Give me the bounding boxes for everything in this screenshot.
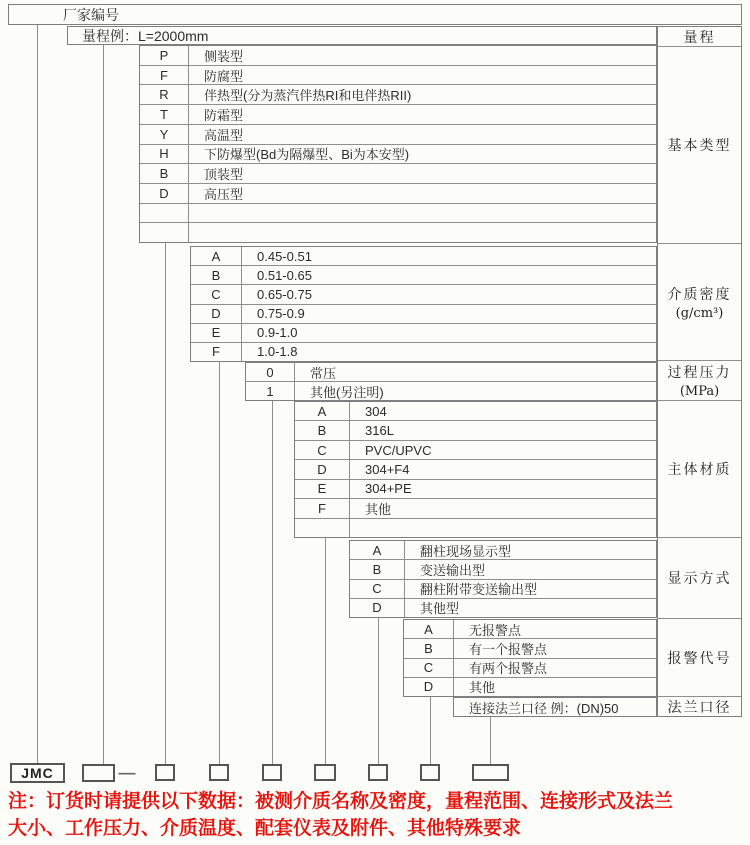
option-row bbox=[295, 402, 656, 420]
option-row bbox=[350, 541, 656, 559]
connector-line-range bbox=[103, 45, 104, 764]
option-row bbox=[140, 144, 656, 164]
connector-line-material bbox=[325, 538, 326, 764]
order-note-line1: 注：订货时请提供以下数据：被测介质名称及密度，量程范围、连接形式及法兰 bbox=[8, 791, 674, 812]
option-code: B bbox=[404, 639, 454, 657]
side-label-column bbox=[657, 26, 742, 717]
basic-type-table bbox=[139, 45, 657, 243]
display-table bbox=[349, 540, 657, 618]
option-desc: 顶装型 bbox=[204, 167, 244, 183]
option-desc: 翻柱附带变送输出型 bbox=[420, 582, 538, 598]
option-code: A bbox=[404, 620, 454, 638]
option-desc bbox=[189, 223, 656, 242]
connector-line-density bbox=[219, 362, 220, 764]
code-box-material bbox=[314, 764, 336, 781]
option-desc: 其他型 bbox=[420, 601, 460, 617]
option-desc: 其他(另注明) bbox=[310, 384, 384, 400]
option-code: A bbox=[350, 541, 405, 559]
option-desc: 无报警点 bbox=[469, 622, 522, 638]
code-box-density bbox=[209, 764, 229, 781]
option-code: E bbox=[191, 324, 242, 342]
option-code: F bbox=[191, 343, 242, 361]
option-code: D bbox=[295, 460, 350, 478]
option-code bbox=[295, 519, 350, 537]
option-desc: 304+F4 bbox=[365, 461, 410, 477]
flange-row bbox=[453, 697, 657, 717]
order-note-line2: 大小、工作压力、介质温度、配套仪表及附件、其他特殊要求 bbox=[8, 818, 522, 839]
option-desc: 下防爆型(Bd为隔爆型、Bi为本安型) bbox=[204, 147, 410, 163]
option-desc: 316L bbox=[365, 423, 394, 439]
order-note bbox=[8, 788, 748, 842]
option-row bbox=[191, 304, 656, 323]
option-code: D bbox=[404, 678, 454, 696]
option-code: E bbox=[295, 480, 350, 498]
option-code: C bbox=[295, 441, 350, 459]
side-label-material: 主体材质 bbox=[658, 400, 741, 538]
option-code: D bbox=[191, 305, 242, 323]
range-example-label: 量程例：L=2000mm bbox=[82, 27, 209, 44]
option-code: A bbox=[191, 247, 242, 265]
connector-line-alarm bbox=[430, 697, 431, 764]
option-desc: 0.45-0.51 bbox=[257, 248, 312, 264]
option-row bbox=[191, 284, 656, 303]
option-desc: 有一个报警点 bbox=[469, 641, 548, 657]
option-row bbox=[246, 363, 656, 381]
option-desc: 变送输出型 bbox=[420, 562, 486, 578]
option-desc: 防霜型 bbox=[204, 107, 244, 123]
option-desc bbox=[189, 204, 656, 223]
option-row bbox=[140, 46, 656, 65]
option-code bbox=[140, 223, 189, 242]
alarm-table bbox=[403, 619, 657, 697]
option-row bbox=[140, 163, 656, 183]
option-desc bbox=[350, 519, 656, 537]
option-row bbox=[246, 381, 656, 400]
option-row bbox=[295, 479, 656, 498]
option-code: C bbox=[191, 285, 242, 303]
option-row bbox=[140, 104, 656, 124]
connector-line-display bbox=[378, 618, 379, 764]
manufacturer-row bbox=[8, 4, 742, 25]
option-desc: 伴热型(分为蒸汽伴热RI和电伴热RII) bbox=[204, 88, 412, 104]
option-code: T bbox=[140, 105, 189, 124]
option-row bbox=[191, 265, 656, 284]
option-code: P bbox=[140, 46, 189, 65]
option-code: C bbox=[350, 580, 405, 598]
option-code: D bbox=[140, 184, 189, 203]
option-row bbox=[140, 65, 656, 85]
option-row bbox=[295, 498, 656, 517]
option-desc: 304 bbox=[365, 403, 387, 419]
option-code: 1 bbox=[246, 382, 295, 400]
option-row bbox=[404, 620, 656, 638]
code-separator-dash: — bbox=[118, 763, 136, 782]
option-code: D bbox=[350, 599, 405, 617]
side-label-density: 介质密度 (g/cm³) bbox=[658, 243, 741, 360]
option-code: F bbox=[140, 66, 189, 85]
option-row bbox=[350, 598, 656, 617]
code-box-flange bbox=[472, 764, 509, 781]
side-label-basic-type: 基本类型 bbox=[658, 46, 741, 243]
option-row bbox=[350, 579, 656, 598]
option-row bbox=[191, 342, 656, 361]
option-code: B bbox=[350, 560, 405, 578]
option-code: B bbox=[295, 421, 350, 439]
option-desc: 0.75-0.9 bbox=[257, 306, 305, 322]
side-label-display: 显示方式 bbox=[658, 537, 741, 618]
option-row bbox=[350, 559, 656, 578]
side-label-pressure: 过程压力 (MPa) bbox=[658, 360, 741, 400]
option-row bbox=[191, 247, 656, 265]
option-desc: 有两个报警点 bbox=[469, 661, 548, 677]
code-box-display bbox=[368, 764, 388, 781]
option-row bbox=[404, 638, 656, 657]
option-desc: 0.65-0.75 bbox=[257, 286, 312, 302]
option-desc: 0.51-0.65 bbox=[257, 267, 312, 283]
option-row bbox=[140, 203, 656, 223]
option-row bbox=[140, 222, 656, 242]
option-row bbox=[295, 420, 656, 439]
option-desc: 常压 bbox=[310, 365, 337, 381]
option-desc: 其他 bbox=[469, 680, 496, 696]
manufacturer-label: 厂家编号 bbox=[63, 6, 119, 23]
code-box-pressure bbox=[262, 764, 282, 781]
side-label-alarm: 报警代号 bbox=[658, 618, 741, 696]
option-code: R bbox=[140, 85, 189, 104]
code-box-range bbox=[82, 764, 115, 782]
option-desc: 1.0-1.8 bbox=[257, 344, 298, 360]
option-code: B bbox=[191, 266, 242, 284]
option-row bbox=[191, 323, 656, 342]
option-code: F bbox=[295, 499, 350, 517]
connector-line-basic-type bbox=[165, 243, 166, 764]
option-code: 0 bbox=[246, 363, 295, 381]
option-code: H bbox=[140, 145, 189, 164]
option-desc: 0.9-1.0 bbox=[257, 325, 298, 341]
option-desc: 高温型 bbox=[204, 127, 244, 143]
code-box-basic-type bbox=[155, 764, 175, 781]
density-table bbox=[190, 246, 657, 362]
option-desc: PVC/UPVC bbox=[365, 442, 432, 458]
option-code: A bbox=[295, 402, 350, 420]
option-desc: 304+PE bbox=[365, 481, 412, 497]
option-desc: 其他 bbox=[365, 501, 392, 517]
side-label-flange: 法兰口径 bbox=[658, 696, 741, 716]
option-row bbox=[295, 459, 656, 478]
connector-line-manufacturer bbox=[37, 25, 38, 763]
option-desc: 防腐型 bbox=[204, 68, 244, 84]
code-box-alarm bbox=[420, 764, 440, 781]
option-code bbox=[140, 204, 189, 223]
option-row bbox=[295, 518, 656, 537]
connector-line-flange bbox=[490, 717, 491, 764]
option-row bbox=[404, 658, 656, 677]
side-label-range: 量程 bbox=[683, 29, 716, 46]
pressure-table bbox=[245, 362, 657, 401]
option-row bbox=[140, 183, 656, 203]
option-row bbox=[140, 124, 656, 144]
model-prefix-box: JMC bbox=[10, 763, 65, 783]
option-desc: 翻柱现场显示型 bbox=[420, 543, 512, 559]
option-row bbox=[295, 440, 656, 459]
connector-line-pressure bbox=[272, 401, 273, 764]
flange-row-text: 连接法兰口径 例：(DN)50 bbox=[469, 700, 619, 716]
range-example-row bbox=[67, 26, 657, 45]
option-code: Y bbox=[140, 125, 189, 144]
material-table bbox=[294, 401, 657, 538]
option-row bbox=[140, 84, 656, 104]
option-row bbox=[404, 677, 656, 696]
option-desc: 侧装型 bbox=[204, 48, 244, 64]
option-desc: 高压型 bbox=[204, 186, 244, 202]
option-code: C bbox=[404, 659, 454, 677]
option-code: B bbox=[140, 164, 189, 183]
